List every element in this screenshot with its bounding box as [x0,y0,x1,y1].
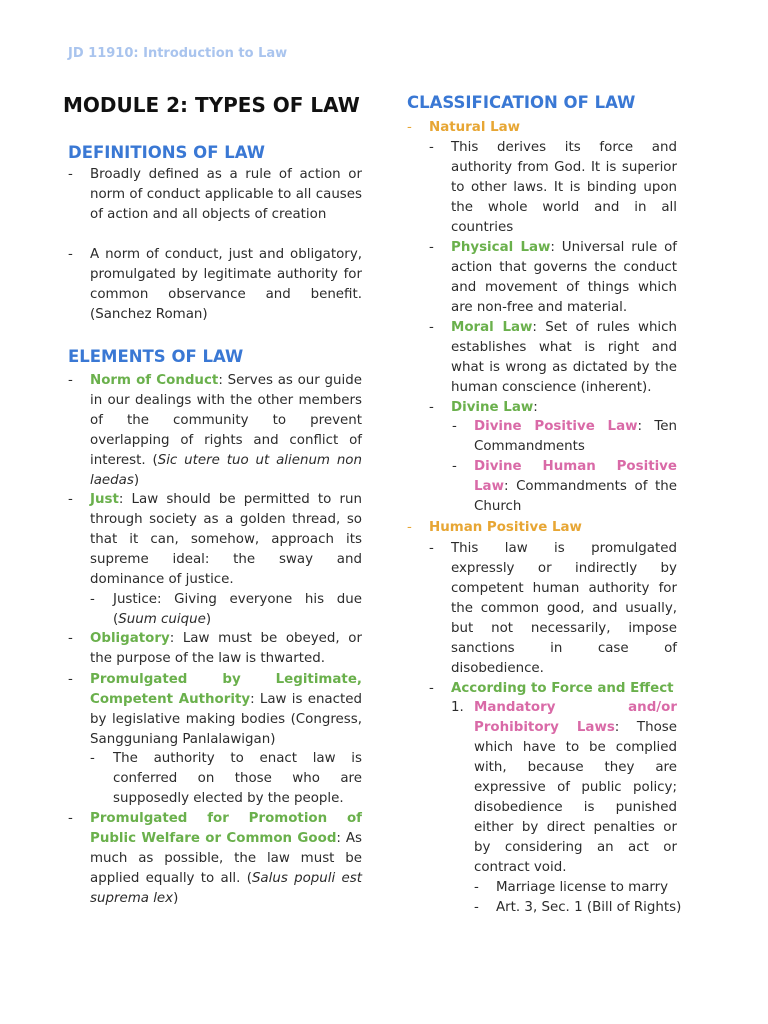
module-title: MODULE 2: TYPES OF LAW [63,93,360,117]
element-item-obligatory: - Obligatory: Law must be obeyed, or the purpose of the law is thwarted. [68,631,362,666]
divine-law-colon: : [533,400,538,415]
document-header: JD 11910: Introduction to Law [68,46,288,61]
divine-positive-law-item: - Divine Positive Law: Ten Commandments [452,419,677,454]
human-positive-law-text: This law is promulgated expressly or indirectly by competent human authority for the common good, and usually, but not necessarily, impose sanctions in case of disobedience. [451,541,677,676]
definitions-item: - Broadly defined as a rule of action or norm of conduct applicable to all causes of action and all objects of creation [68,165,362,225]
moral-law-term: Moral Law [451,320,533,335]
mandatory-laws-text: : Those which have to be complied with, because they are expressive of public policy; disobedience is punished either by direct penalties or by considering an act or contract void. [474,720,678,875]
natural-law-item: - This derives its force and authority from God. It is superior to other laws. It is binding upon the whole world and in all countries [429,138,677,238]
definitions-text: Broadly defined as a rule of action or norm of conduct applicable to all causes of action and all objects of creation [90,167,362,222]
mandatory-laws-item [451,698,677,878]
element-item-norm: - Norm of Conduct: Serves as our guide in our dealings with the other members of the community to prevent overlapping of rights and conflict of interest. (Sic utere tuo ut alienum non laedas) [68,373,362,488]
norm-close: ) [133,473,140,488]
human-positive-law-heading-row: - Human Positive Law [407,518,677,538]
obligatory-term: Obligatory [90,631,170,646]
definitions-item: - A norm of conduct, just and obligatory, promulgated by legitimate authority for common observance and benefit. (Sanchez Roman) [68,245,362,325]
natural-law-text: This derives its force and authority from God. It is superior to other laws. It is binding upon the whole world and in all countries [451,140,677,235]
human-positive-law-item: - This law is promulgated expressly or indirectly by competent human authority for the common good, and usually, but not necessarily, impose sanctions in case of disobedience. [429,539,677,679]
element-item-just: - Just: Law should be permitted to run through society as a golden thread, so that it can, somehow, approach its supreme ideal: the sway and dominance of justice. [68,492,362,587]
promulgated-text: : Law is enacted by legislative making bodies (Congress, Sangguniang Panlalawigan) [90,692,362,747]
divine-positive-law-text: : Ten Commandments [474,419,677,454]
authority-text: The authority to enact law is conferred on those who are supposedly elected by the people. [113,751,362,806]
example-text: Art. 3, Sec. 1 (Bill of Rights) [496,900,682,915]
definitions-text: A norm of conduct, just and obligatory, promulgated by legitimate authority for common observance and benefit. (Sanchez Roman) [90,247,362,322]
welfare-close: ) [173,891,179,906]
justice-close: ) [205,612,212,627]
promulgated-term: Promulgated by Legitimate, Competent Authority [90,672,362,707]
example-item: - Art. 3, Sec. 1 (Bill of Rights) [474,898,677,918]
example-text: Marriage license to marry [496,880,669,895]
divine-human-positive-law-item: - Divine Human Positive Law: Commandments of the Church [452,459,677,514]
norm-latin: Sic utere tuo ut alienum non laedas [90,453,362,488]
just-text: : Law should be permitted to run through society as a golden thread, so that it can, somehow, approach its supreme ideal: the sway and dominance of justice. [90,492,362,587]
justice-subitem: - Justice: Giving everyone his due (Suum cuique) [90,592,362,627]
norm-text: : Serves as our guide in our dealings with the other members of the community to prevent overlapping of rights and conflict of interest. ( [90,373,362,468]
divine-human-positive-law-term: Divine Human Positive Law [474,459,677,494]
human-positive-law-heading: Human Positive Law [429,520,582,535]
physical-law-text: : Universal rule of action that governs the conduct and movement of things which are non-free and material. [451,240,677,315]
natural-law-heading-row: - Natural Law [407,118,677,138]
divine-law-term: Divine Law [451,400,534,415]
element-item-promulgated: - Promulgated by Legitimate, Competent Authority: Law is enacted by legislative making bodies (Congress, Sangguniang Panlalawigan) [68,672,362,747]
force-effect-item: - According to Force and Effect [429,679,677,699]
divine-human-positive-law-text: : Commandments of the Church [474,479,677,514]
mandatory-laws-number: 1. [451,700,464,715]
classification-heading: CLASSIFICATION OF LAW [407,93,636,112]
physical-law-term: Physical Law [451,240,551,255]
force-effect-term: According to Force and Effect [451,681,674,696]
welfare-text: : As much as possible, the law must be applied equally to all. ( [90,831,362,886]
obligatory-text: : Law must be obeyed, or the purpose of the law is thwarted. [90,631,362,666]
authority-subitem: - The authority to enact law is conferred on those who are supposedly elected by the people. [90,749,362,809]
justice-latin: Suum cuique [118,612,206,627]
welfare-term: Promulgated for Promotion of Public Welfare or Common Good [90,811,362,846]
divine-positive-law-term: Divine Positive Law [474,419,638,434]
norm-term: Norm of Conduct [90,373,219,388]
moral-law-item: - Moral Law: Set of rules which establishes what is right and what is wrong as dictated by the human conscience (inherent). [429,320,678,395]
element-item-welfare: - Promulgated for Promotion of Public Welfare or Common Good: As much as possible, the law must be applied equally to all. (Salus populi est suprema lex) [68,811,362,906]
mandatory-laws-term: Mandatory and/or Prohibitory Laws [474,700,677,735]
example-item: - Marriage license to marry [474,878,677,898]
elements-heading: ELEMENTS OF LAW [68,347,244,366]
definitions-heading: DEFINITIONS OF LAW [68,143,265,162]
physical-law-item: - Physical Law: Universal rule of action that governs the conduct and movement of things which are non-free and material. [429,240,677,315]
moral-law-text: : Set of rules which establishes what is right and what is wrong as dictated by the human conscience (inherent). [451,320,678,395]
natural-law-heading: Natural Law [429,120,521,135]
just-term: Just [90,492,119,507]
welfare-latin: Salus populi est suprema lex [90,871,362,906]
divine-law-item: - Divine Law: [429,400,538,415]
justice-text: Justice: Giving everyone his due ( [113,592,362,627]
